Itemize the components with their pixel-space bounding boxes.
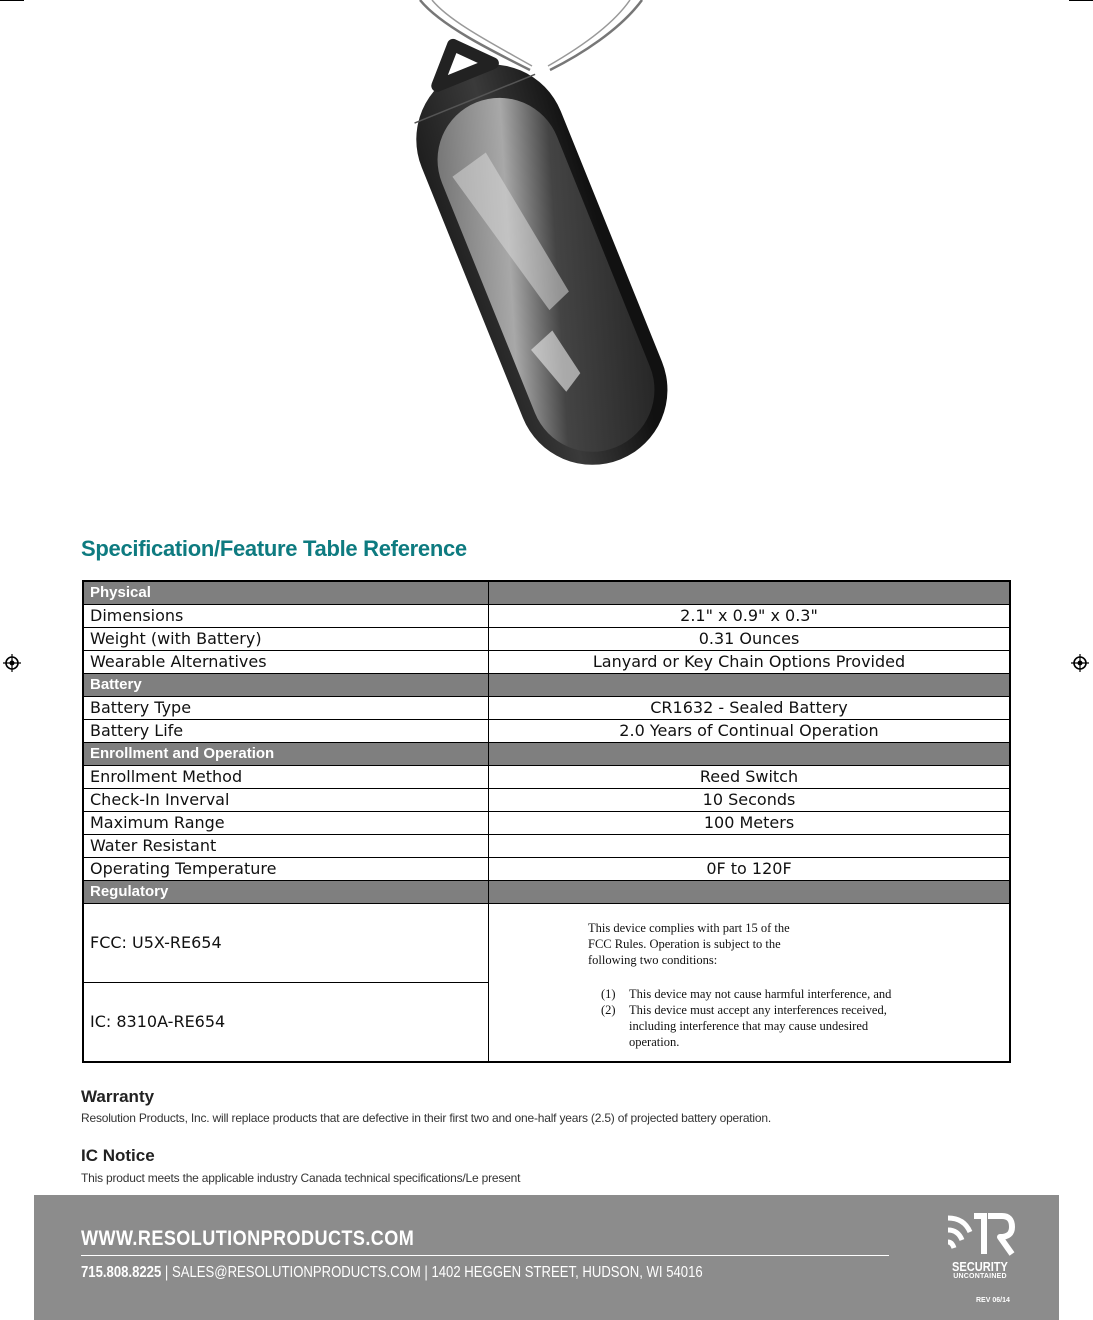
table-row: [83, 605, 1010, 628]
table-row: [83, 697, 1010, 720]
condition-text: This device may not cause harmful interference, and: [629, 987, 892, 1001]
condition-number: (1): [601, 987, 616, 1001]
table-group-header: [83, 881, 1010, 904]
table-row: [83, 651, 1010, 674]
table-row: [83, 835, 1010, 858]
registration-mark-right-icon: [1071, 654, 1089, 672]
fcc-notice-intro: This device complies with part 15 of the FCC Rules. Operation is subject to the following two conditions:: [588, 921, 790, 967]
product-pendant-image: [380, 0, 700, 490]
spec-label: Dimensions: [83, 605, 489, 628]
footer-contact: [81, 1264, 703, 1282]
list-item: [601, 986, 921, 1002]
spec-value: 2.0 Years of Continual Operation: [489, 720, 1011, 743]
footer-contact-details: | SALES@RESOLUTIONPRODUCTS.COM | 1402 HEGGEN STREET, HUDSON, WI 54016: [161, 1264, 703, 1281]
spec-label: Maximum Range: [83, 812, 489, 835]
spec-value: 10 Seconds: [489, 789, 1011, 812]
group-heading-blank: [489, 743, 1011, 766]
warranty-text: Resolution Products, Inc. will replace products that are defective in their first two and one-half years (2.5) of projected battery operation.: [81, 1111, 771, 1125]
registration-mark-left-icon: [3, 654, 21, 672]
fcc-conditions-list: [601, 986, 921, 1050]
warranty-heading: Warranty: [81, 1087, 155, 1106]
spec-value: Lanyard or Key Chain Options Provided: [489, 651, 1011, 674]
group-heading: Regulatory: [83, 881, 489, 904]
crop-mark-top-left: [0, 0, 24, 1]
spec-value: 2.1" x 0.9" x 0.3": [489, 605, 1011, 628]
group-heading: Enrollment and Operation: [83, 743, 489, 766]
group-heading-blank: [489, 881, 1011, 904]
spec-value: 0F to 120F: [489, 858, 1011, 881]
footer-website-link[interactable]: WWW.RESOLUTIONPRODUCTS.COM: [81, 1227, 415, 1250]
table-row: [83, 789, 1010, 812]
logo-tagline-line2: UNCONTAINED: [953, 1273, 1007, 1280]
table-row: [83, 628, 1010, 651]
revision-label: REV 06/14: [976, 1297, 1010, 1304]
table-group-header: [83, 743, 1010, 766]
spec-value: CR1632 - Sealed Battery: [489, 697, 1011, 720]
table-row: [83, 904, 1010, 983]
spec-label: Battery Type: [83, 697, 489, 720]
group-heading-blank: [489, 674, 1011, 697]
table-group-header: [83, 581, 1010, 605]
spec-label: Operating Temperature: [83, 858, 489, 881]
spec-label: Battery Life: [83, 720, 489, 743]
footer-band: [34, 1195, 1059, 1320]
fcc-notice: [489, 904, 1011, 1063]
spec-label: Enrollment Method: [83, 766, 489, 789]
fcc-id: FCC: U5X-RE654: [83, 904, 489, 983]
spec-label: Water Resistant: [83, 835, 489, 858]
table-row: [83, 720, 1010, 743]
spec-value: Reed Switch: [489, 766, 1011, 789]
condition-text: This device must accept any interferences received, including interference that may cause undesired operation.: [629, 1003, 887, 1049]
crop-mark-top-right: [1069, 0, 1093, 1]
list-item: [601, 1002, 921, 1050]
spec-value: 100 Meters: [489, 812, 1011, 835]
footer-phone: 715.808.8225: [81, 1264, 162, 1281]
footer-divider: [81, 1255, 889, 1256]
ic-notice-heading: IC Notice: [81, 1146, 155, 1165]
spec-label: Weight (with Battery): [83, 628, 489, 651]
table-row: [83, 766, 1010, 789]
table-group-header: [83, 674, 1010, 697]
spec-label: Wearable Alternatives: [83, 651, 489, 674]
resolution-logo-icon: [944, 1210, 1016, 1258]
spec-label: Check-In Inverval: [83, 789, 489, 812]
spec-table: [82, 580, 1011, 1063]
logo-tagline-line1: SECURITY: [952, 1259, 1008, 1274]
section-title: Specification/Feature Table Reference: [81, 536, 467, 561]
group-heading: Battery: [83, 674, 489, 697]
spec-value: 0.31 Ounces: [489, 628, 1011, 651]
ic-notice-text: This product meets the applicable industry Canada technical specifications/Le present: [81, 1171, 521, 1185]
ic-id: IC: 8310A-RE654: [83, 983, 489, 1063]
table-row: [83, 812, 1010, 835]
condition-number: (2): [601, 1003, 616, 1017]
group-heading-blank: [489, 581, 1011, 605]
table-row: [83, 858, 1010, 881]
spec-value: [489, 835, 1011, 858]
group-heading: Physical: [83, 581, 489, 605]
